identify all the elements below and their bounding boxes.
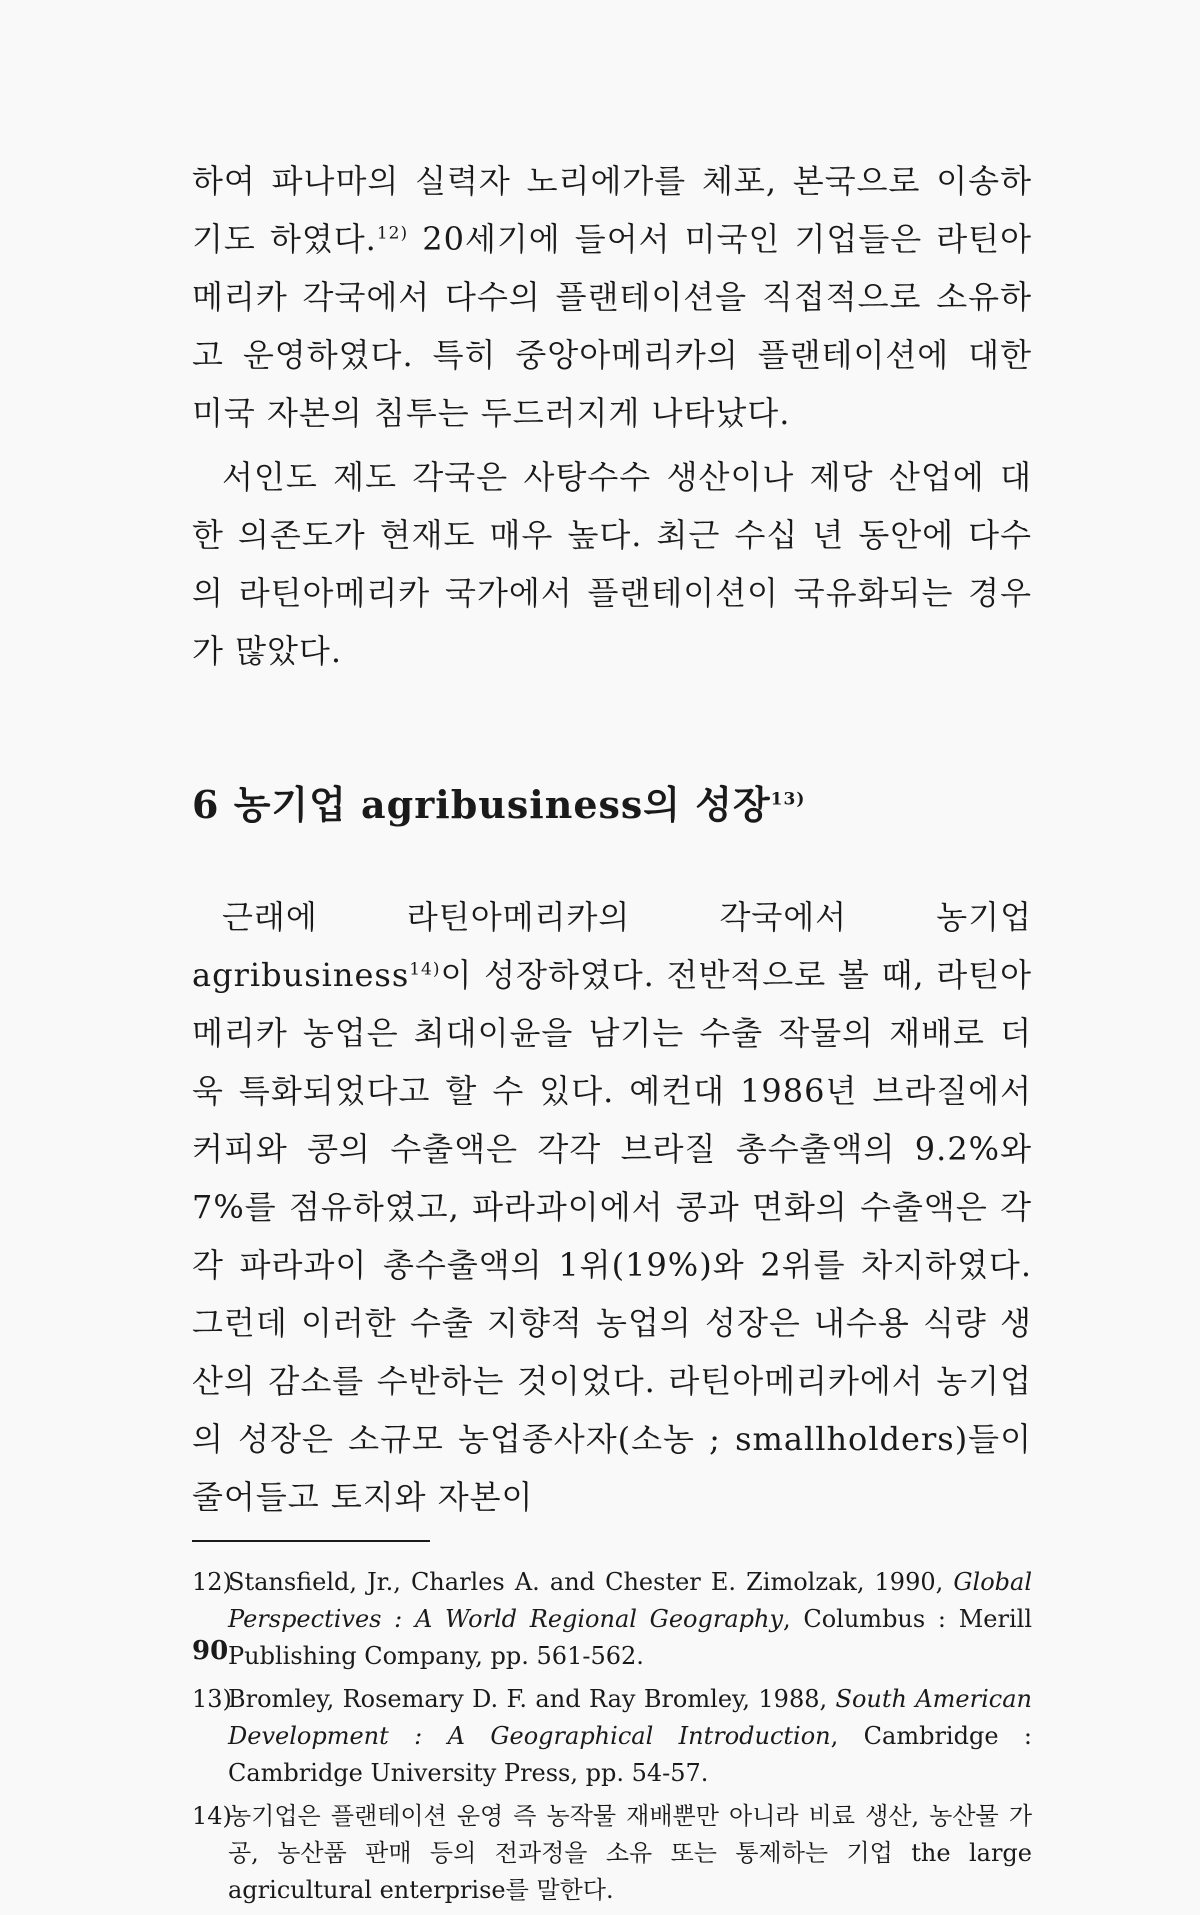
section-heading xyxy=(192,780,1032,830)
footnote-number: 12) xyxy=(192,1568,232,1596)
section-number: 6 xyxy=(192,782,220,827)
footnote-14 xyxy=(192,1798,1032,1909)
footnote-tail: , Cambridge : Cambridge University Press, pp. 54-57. xyxy=(228,1722,1033,1787)
footnote-number: 14) xyxy=(192,1802,232,1830)
paragraph-3-text: 근래에 라틴아메리카의 각국에서 농기업 agribusiness xyxy=(192,898,1032,994)
footnote-number: 13) xyxy=(192,1685,232,1713)
paragraph-3-text-continued: 이 성장하였다. 전반적으로 볼 때, 라틴아메리카 농업은 최대이윤을 남기는 수출 작물의 재배로 더욱 특화되었다고 할 수 있다. 예컨대 1986년 브라질에서 커피와 콩의 수출액은 각각 브라질 총수출액의 9.2%와 7%를 점유하였고, 파라과이에서 콩과 면화의 수출액은 각각 파라과이 총수출액의 1위(19%)와 2위를 차지하였다. 그런데 이러한 수출 지향적 농업의 성장은 내수용 식량 생산의 감소를 수반하는 것이었다. 라틴아메리카에서 농기업의 성장은 소규모 농업종사자(소농 ; smallholders)들이 줄어들고 토지와 자본이 xyxy=(192,956,1032,1516)
footnote-13 xyxy=(192,1681,1032,1792)
footnote-ref-14[interactable]: 14) xyxy=(409,959,441,980)
footnote-ref-13[interactable]: 13) xyxy=(770,789,806,810)
section-title: 농기업 agribusiness의 성장 xyxy=(233,782,771,827)
footnote-lead: 농기업은 플랜테이션 운영 즉 농작물 재배뿐만 아니라 비료 생산, 농산물 가공, 농산품 판매 등의 전과정을 소유 또는 통제하는 기업 the large agricultural enterprise를 말한다. xyxy=(228,1802,1032,1904)
paragraph-2-text: 서인도 제도 각국은 사탕수수 생산이나 제당 산업에 대한 의존도가 현재도 매우 높다. 최근 수십 년 동안에 다수의 라틴아메리카 국가에서 플랜테이션이 국유화되는 경우가 많았다. xyxy=(192,458,1032,670)
footnote-ref-12[interactable]: 12) xyxy=(376,223,409,244)
footnote-divider xyxy=(192,1540,430,1542)
footnote-lead: Bromley, Rosemary D. F. and Ray Bromley, 1988, xyxy=(228,1685,836,1713)
footnote-book-title: South American Development : A Geographical Introduction xyxy=(228,1685,1032,1750)
text-column xyxy=(192,152,1032,1915)
paragraph-1-text-continued: 20세기에 들어서 미국인 기업들은 라틴아메리카 각국에서 다수의 플랜테이션을 직접적으로 소유하고 운영하였다. 특히 중앙아메리카의 플랜테이션에 대한 미국 자본의 침투는 두드러지게 나타났다. xyxy=(192,220,1033,432)
page-number: 90 xyxy=(192,1636,229,1666)
footnote-tail: , Columbus : Merill Publishing Company, pp. 561-562. xyxy=(228,1605,1032,1670)
paragraph-2 xyxy=(192,448,1032,680)
paragraph-1-text: 하여 파나마의 실력자 노리에가를 체포, 본국으로 이송하기도 하였다. xyxy=(192,162,1032,258)
footnote-12 xyxy=(192,1564,1032,1675)
footnote-lead: Stansfield, Jr., Charles A. and Chester E. Zimolzak, 1990, xyxy=(228,1568,954,1596)
paragraph-1 xyxy=(192,152,1032,442)
paragraph-3 xyxy=(192,888,1032,1526)
footnotes-list xyxy=(192,1564,1032,1909)
footnote-book-title: Global Perspectives : A World Regional Geography xyxy=(228,1568,1032,1633)
